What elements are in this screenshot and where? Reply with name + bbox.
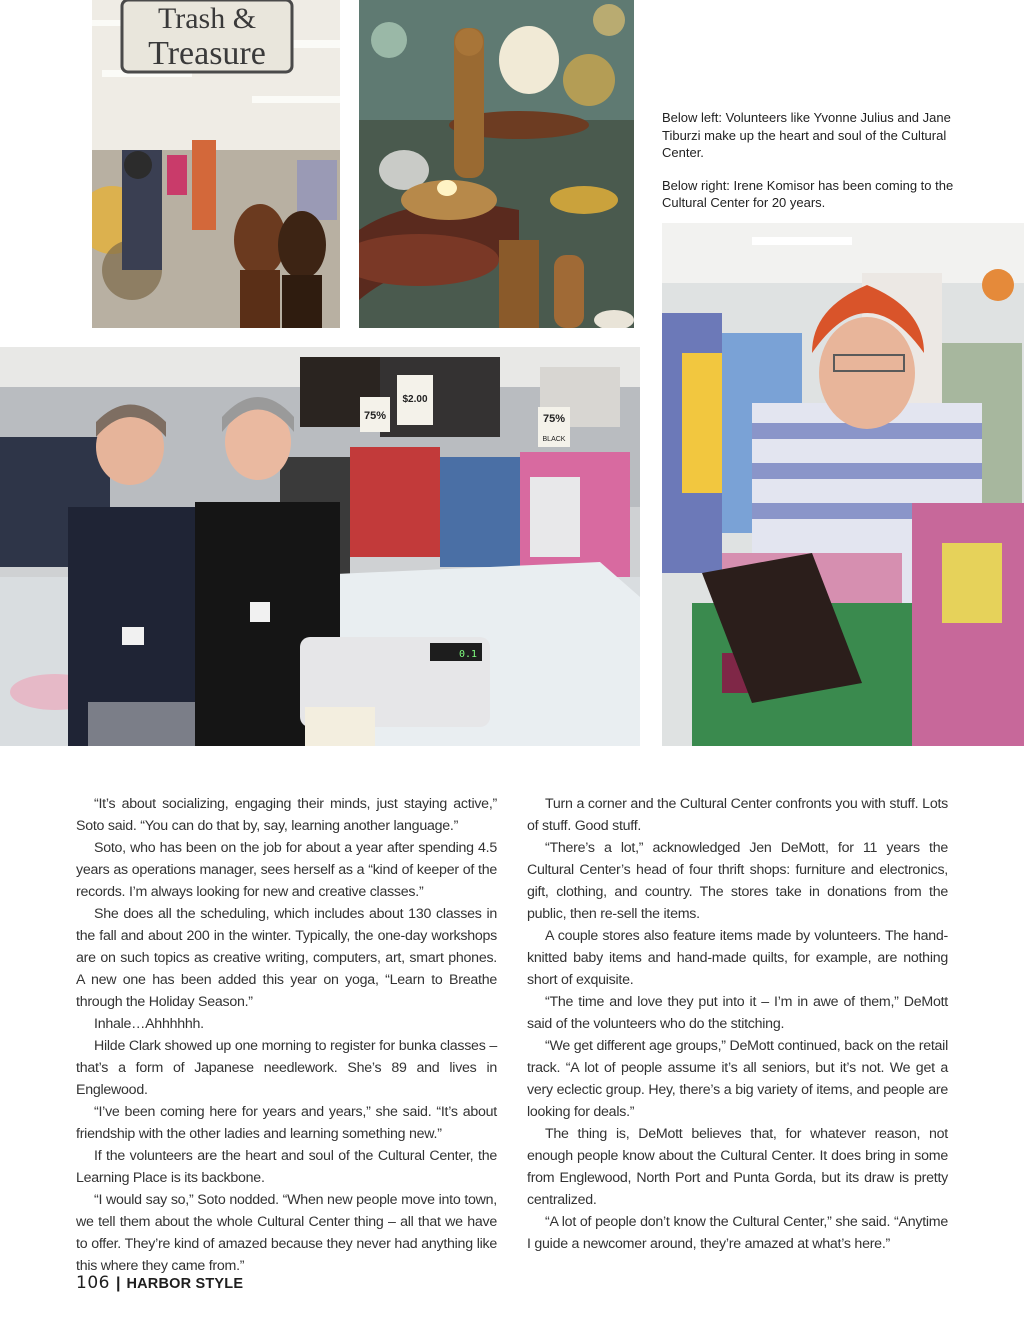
paragraph: If the volunteers are the heart and soul of the Cultural Center, the Learning Place is its backbone. [76, 1148, 497, 1186]
paragraph: “I’ve been coming here for years and years,” she said. “It’s about friendship with the other ladies and learning something new.” [76, 1104, 497, 1142]
paragraph: “A lot of people don’t know the Cultural Center,” she said. “Anytime I guide a newcomer around, they’re amazed at what’s here.” [527, 1214, 948, 1252]
paragraph: She does all the scheduling, which includes about 130 classes in the fall and about 200 in the winter. Typically, the one-day workshops are on such topics as creative writing, computers, art, smart phones. A new one has been added this year on yoga, “Learn to Breathe through the Holiday Season.” [76, 906, 497, 1010]
sale-tag-b: 75% [542, 413, 566, 425]
register-display: 0.1 [458, 649, 478, 660]
paragraph: “The time and love they put into it – I’m in awe of them,” DeMott said of the volunteers who do the stitching. [527, 994, 948, 1032]
sale-tag-black: BLACK [542, 436, 566, 443]
sale-tag-a: 75% [363, 410, 387, 422]
sign-line2: Treasure [148, 35, 266, 72]
magazine-name: HARBOR STYLE [126, 1276, 244, 1292]
paragraph: “It’s about socializing, engaging their minds, just staying active,” Soto said. “You can do that by, say, learning another language.” [76, 796, 497, 834]
page-number: 106 [76, 1273, 110, 1293]
paragraph: “I would say so,” Soto nodded. “When new people move into town, we tell them about the whole Cultural Center thing – all that we have to offer. They’re kind of amazed because they never had anything like this where they came from.” [76, 1192, 497, 1274]
paragraph: Turn a corner and the Cultural Center confronts you with stuff. Lots of stuff. Good stuff. [527, 796, 948, 834]
paragraph: Inhale…Ahhhhhh. [94, 1016, 204, 1032]
paragraph: Soto, who has been on the job for about a year after spending 4.5 years as operations manager, sees herself as a “kind of keeper of the records. I’m always looking for new and creative classes.” [76, 840, 497, 900]
page-folio [76, 1273, 243, 1293]
caption-below-right: Below right: Irene Komisor has been coming to the Cultural Center for 20 years. [662, 177, 954, 210]
sign-line1: Trash & [157, 2, 257, 35]
article-column-left [76, 793, 497, 1277]
caption-below-left: Below left: Volunteers like Yvonne Julius and Jane Tiburzi make up the heart and soul of the Cultural Center. [662, 110, 951, 160]
article-column-right [527, 793, 948, 1255]
photo-irene-komisor [662, 223, 1024, 746]
paragraph: A couple stores also feature items made by volunteers. The hand-knitted baby items and hand-made quilts, for example, are nothing short of exquisite. [527, 928, 948, 988]
paragraph: “We get different age groups,” DeMott continued, back on the retail track. “A lot of people assume it’s all seniors, but it’s not. We get a very eclectic group. Hey, there’s a big variety of items, and people are looking for deals.” [527, 1038, 948, 1120]
folio-separator: | [115, 1275, 121, 1292]
paragraph: “There’s a lot,” acknowledged Jen DeMott, for 11 years the Cultural Center’s head of four thrift shops: furniture and electronics, gift, clothing, and country. The stores take in donations from the public, then re-sell the items. [527, 840, 948, 922]
price-sign: $2.00 [402, 394, 428, 405]
photo-caption [662, 109, 962, 227]
photo-figurines [359, 0, 634, 328]
paragraph: Hilde Clark showed up one morning to register for bunka classes – that’s a form of Japanese needlework. She’s 89 and lives in Englewood. [76, 1038, 497, 1098]
photo-trash-treasure [92, 0, 340, 328]
photo-volunteers [0, 347, 640, 746]
paragraph: The thing is, DeMott believes that, for whatever reason, not enough people know about the Cultural Center. It does bring in some from Englewood, North Port and Punta Gorda, but its draw is pretty centralized. [527, 1126, 948, 1208]
